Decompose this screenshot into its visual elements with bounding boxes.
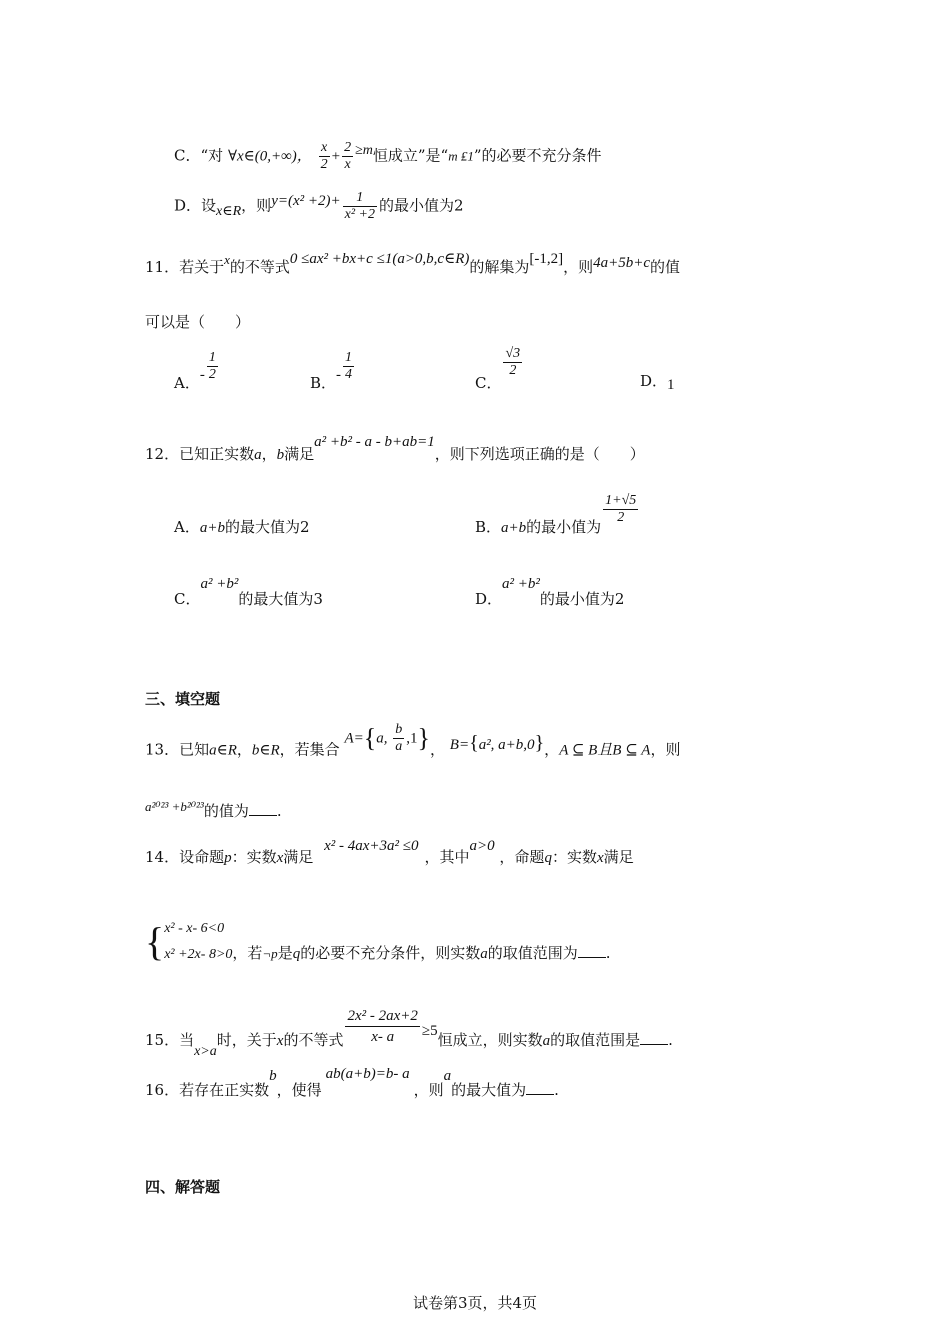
math-equation: ab(a+b)=b- a bbox=[325, 1066, 410, 1082]
math-expr: 4a+5b+c bbox=[593, 255, 651, 271]
math-equation: a² +b² - a - b+ab=1 bbox=[314, 434, 435, 450]
question-number: 16．若存在正实数 bbox=[145, 1081, 270, 1099]
fraction: $\frac{b}{a}$ bbox=[395, 722, 403, 754]
q10-option-d bbox=[174, 190, 464, 223]
math: y=(x² +2)+ bbox=[271, 192, 341, 209]
math: a²⁰²³ +b²⁰²³ bbox=[145, 799, 204, 814]
option-label: D． bbox=[475, 590, 503, 608]
question-number: 12．已知正实数 bbox=[145, 445, 255, 463]
math: A= bbox=[344, 730, 364, 747]
text: 时，关于 bbox=[216, 1030, 277, 1049]
option-label: B． bbox=[310, 373, 337, 392]
text: ：实数 bbox=[231, 848, 277, 866]
fraction: $\frac{1}{2}$ bbox=[208, 350, 216, 382]
text: ：实数 bbox=[551, 848, 597, 866]
math: a∈R bbox=[209, 742, 237, 759]
math: B= bbox=[449, 736, 470, 753]
answer-blank[interactable] bbox=[578, 945, 606, 958]
page-footer: 试卷第3页，共4页 bbox=[412, 1294, 538, 1312]
math-ge: ≥m bbox=[355, 142, 373, 158]
q16-stem bbox=[145, 1064, 559, 1099]
option-label: C． bbox=[174, 146, 201, 165]
text: 的取值范围为 bbox=[487, 944, 578, 962]
brace-left: { bbox=[145, 919, 165, 964]
math: b bbox=[269, 1068, 277, 1084]
text: . bbox=[605, 944, 611, 962]
q10-option-c bbox=[174, 140, 602, 173]
math-inequality: 0 ≤ax² +bx+c ≤1(a>0,b,c∈R) bbox=[289, 251, 470, 267]
plus: + bbox=[331, 148, 341, 165]
section-heading-fill-blank: 三、填空题 bbox=[145, 690, 221, 708]
option-label: C． bbox=[475, 373, 502, 392]
text: ，则 bbox=[563, 258, 594, 276]
math-forall: ∀x∈(0,+∞)， bbox=[227, 148, 312, 165]
text: 的值为 bbox=[203, 802, 249, 820]
text: ，若 bbox=[232, 944, 263, 962]
math-inequality: x² - 4ax+3a² ≤0 bbox=[324, 838, 419, 854]
math: x>a bbox=[194, 1043, 217, 1059]
q11-line2: 可以是（ ） bbox=[145, 313, 251, 331]
math-m: m ₤1 bbox=[448, 148, 474, 164]
text: 的不等式 bbox=[229, 258, 290, 276]
text: 的最小值为2 bbox=[378, 196, 464, 215]
set-a bbox=[344, 722, 430, 755]
system-line-2: x² +2x- 8>0 bbox=[164, 947, 233, 962]
math: x∈R bbox=[216, 203, 242, 219]
text: . bbox=[554, 1081, 559, 1099]
question-number: 14．设命题 bbox=[145, 848, 225, 866]
fraction: $\frac{\text{2x² - 2ax+2}}{x- a}$ bbox=[347, 1008, 418, 1045]
text: 的必要不充分条件，则实数 bbox=[300, 944, 481, 962]
math: a bbox=[480, 946, 488, 962]
minus-sign: - bbox=[336, 366, 342, 383]
text: ，则下列选项正确的是（ ） bbox=[434, 445, 645, 463]
text: ，则 bbox=[241, 196, 272, 215]
math: a+b bbox=[501, 520, 527, 536]
q11-option-d bbox=[640, 370, 675, 391]
answer-blank[interactable] bbox=[640, 1032, 668, 1045]
q12-stem bbox=[145, 434, 645, 464]
fraction: $\frac{√3}{2}$ bbox=[505, 346, 521, 378]
fraction: $\frac{x}{2}$ bbox=[320, 140, 328, 172]
brace-right: } bbox=[417, 723, 430, 753]
text: 的值 bbox=[650, 258, 681, 276]
text: ， bbox=[261, 445, 277, 463]
value: 1 bbox=[667, 377, 675, 393]
question-number: 15．当 bbox=[145, 1030, 195, 1049]
math: x bbox=[276, 1032, 284, 1049]
math: x bbox=[276, 850, 284, 866]
q13-line2 bbox=[145, 800, 282, 821]
text: ， bbox=[544, 740, 560, 759]
math: a>0 bbox=[469, 838, 495, 854]
math: p bbox=[224, 850, 232, 866]
q15-stem bbox=[145, 1006, 673, 1059]
option-label: B． bbox=[475, 518, 502, 536]
math: x bbox=[224, 252, 230, 267]
math: ,1 bbox=[406, 730, 418, 747]
text: 满足 bbox=[283, 848, 314, 866]
q14-stem bbox=[145, 838, 634, 867]
math: a² +b² bbox=[502, 576, 540, 592]
q14-line2 bbox=[145, 916, 611, 968]
text: ，命题 bbox=[499, 848, 545, 866]
text: 的最大值为3 bbox=[238, 590, 323, 608]
q12-option-c bbox=[174, 574, 323, 608]
answer-blank[interactable] bbox=[526, 1082, 554, 1095]
text: 的最大值为2 bbox=[224, 518, 310, 536]
q12-option-b bbox=[475, 493, 640, 536]
math: a² +b² bbox=[200, 576, 239, 592]
text: 的最大值为 bbox=[451, 1081, 527, 1099]
text: ，则 bbox=[413, 1081, 444, 1099]
math: x bbox=[596, 850, 604, 866]
math: a², a+b,0 bbox=[478, 736, 535, 753]
set-b bbox=[450, 732, 544, 755]
q11-option-c bbox=[475, 346, 524, 392]
math-interval: [-1,2] bbox=[529, 251, 564, 267]
minus-sign: - bbox=[199, 366, 205, 383]
fraction: $\frac{1}{4}$ bbox=[345, 350, 353, 382]
section-heading-solve: 四、解答题 bbox=[145, 1178, 221, 1196]
inequality-system bbox=[145, 916, 232, 968]
text: . bbox=[276, 802, 282, 820]
q12-option-a bbox=[174, 516, 310, 537]
math: a bbox=[254, 447, 262, 463]
math: q bbox=[544, 850, 552, 866]
math: a bbox=[542, 1032, 551, 1049]
text: ，若集合 bbox=[279, 740, 340, 759]
question-number: 11．若关于 bbox=[145, 258, 225, 276]
q13-stem bbox=[145, 722, 681, 767]
q11-stem bbox=[145, 251, 681, 277]
text: ， bbox=[429, 740, 445, 759]
fraction: $\frac{1}{\text{x² +2}}$ bbox=[344, 190, 375, 222]
math: ¬p bbox=[262, 946, 278, 961]
text: “对 bbox=[200, 146, 224, 165]
brace-right: } bbox=[534, 731, 545, 754]
text: 是 bbox=[277, 944, 293, 962]
fraction: $\frac{2}{x}$ bbox=[344, 140, 352, 172]
option-label: D．设 bbox=[174, 196, 217, 215]
q12-option-d bbox=[475, 574, 625, 608]
option-label: A． bbox=[174, 518, 200, 536]
text: ”的必要不充分条件 bbox=[473, 146, 602, 165]
text: 的解集为 bbox=[469, 258, 530, 276]
system-line-1: x² - x- 6<0 bbox=[164, 921, 225, 936]
brace-left: { bbox=[469, 731, 479, 754]
answer-blank[interactable] bbox=[249, 803, 277, 816]
text: 满足 bbox=[603, 848, 634, 866]
text: ，其中 bbox=[424, 848, 470, 866]
math: ≥5 bbox=[421, 1022, 438, 1039]
text: 的不等式 bbox=[283, 1030, 344, 1049]
text: . bbox=[668, 1030, 673, 1049]
question-number: 13．已知 bbox=[145, 740, 210, 759]
q11-option-b bbox=[310, 350, 356, 392]
math: b bbox=[276, 447, 285, 463]
math: b∈R bbox=[251, 742, 280, 759]
text: 的最小值为2 bbox=[539, 590, 625, 608]
math: a, bbox=[376, 730, 392, 747]
option-label: A． bbox=[174, 373, 200, 392]
text: ， bbox=[236, 740, 252, 759]
text: 的最小值为 bbox=[526, 518, 602, 536]
math: a+b bbox=[199, 520, 225, 536]
fraction: $\frac{1+√5}{2}$ bbox=[605, 493, 637, 525]
math: q bbox=[292, 946, 301, 962]
text: ，则 bbox=[650, 740, 681, 759]
system-lines bbox=[164, 916, 232, 968]
option-label: D． bbox=[640, 372, 668, 390]
text: 的取值范围是 bbox=[550, 1030, 641, 1049]
option-label: C． bbox=[174, 590, 201, 608]
text: 满足 bbox=[284, 445, 315, 463]
q11-option-a bbox=[174, 350, 220, 392]
text: 恒成立”是“ bbox=[372, 146, 449, 165]
math: a bbox=[443, 1068, 452, 1084]
math-relation: A ⊆ B且B ⊆ A bbox=[559, 742, 651, 759]
brace-left: { bbox=[363, 723, 377, 753]
text: 恒成立，则实数 bbox=[437, 1030, 543, 1049]
text: ，使得 bbox=[276, 1081, 322, 1099]
